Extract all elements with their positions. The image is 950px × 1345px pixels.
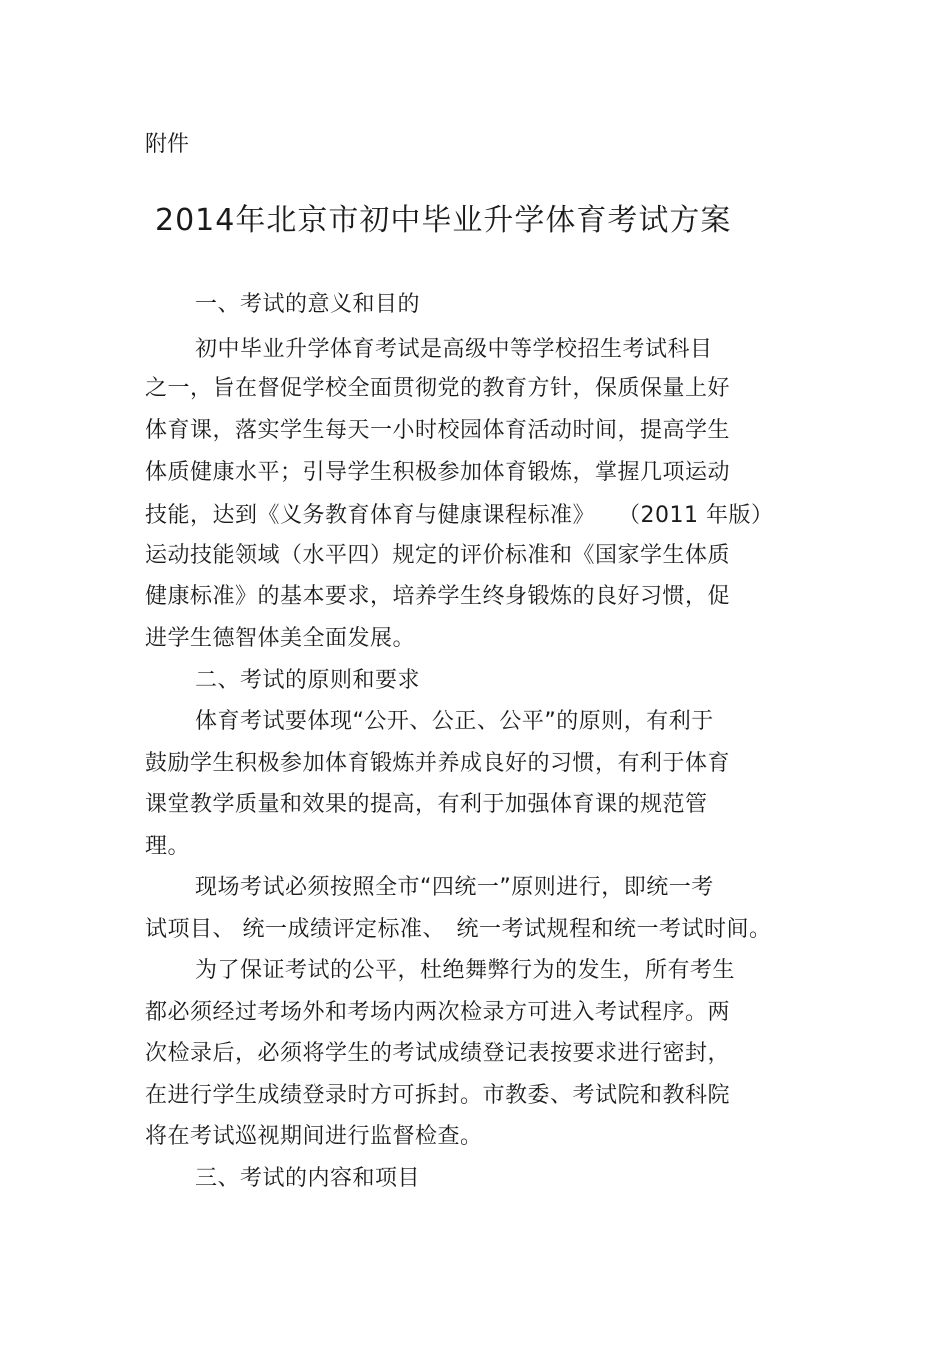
paragraph-line: 体育考试要体现“公开、公正、公平”的原则，有利于: [195, 709, 714, 734]
paragraph-line: 试项目、 统一成绩评定标准、 统一考试规程和统一考试时间。: [145, 917, 772, 942]
paragraph-line: 初中毕业升学体育考试是高级中等学校招生考试科目: [195, 337, 713, 362]
paragraph-line: 课堂教学质量和效果的提高，有利于加强体育课的规范管: [145, 792, 708, 817]
paragraph-line: 体育课，落实学生每天一小时校园体育活动时间，提高学生: [145, 418, 731, 443]
paragraph-line: 次检录后，必须将学生的考试成绩登记表按要求进行密封，: [145, 1041, 731, 1066]
paragraph-line: 都必须经过考场外和考场内两次检录方可进入考试程序。两: [145, 1000, 731, 1025]
paragraph-line: 现场考试必须按照全市“四统一”原则进行，即统一考: [195, 875, 714, 900]
paragraph-line: 理。: [145, 834, 191, 859]
paragraph-line: 进学生德智体美全面发展。: [145, 626, 416, 651]
paragraph-line: 运动技能领域（水平四）规定的评价标准和《国家学生体质: [145, 543, 731, 568]
document-title: 2014年北京市初中毕业升学体育考试方案: [155, 203, 732, 238]
paragraph-line: 为了保证考试的公平，杜绝舞弊行为的发生，所有考生: [195, 958, 736, 983]
paragraph-line: 在进行学生成绩登录时方可拆封。市教委、考试院和教科院: [145, 1083, 731, 1108]
paragraph-line: 鼓励学生积极参加体育锻炼并养成良好的习惯，有利于体育: [145, 751, 731, 776]
paragraph-line: 将在考试巡视期间进行监督检查。: [145, 1124, 483, 1149]
section-heading-3: 三、考试的内容和项目: [195, 1166, 421, 1191]
section-heading-2: 二、考试的原则和要求: [195, 668, 421, 693]
attachment-label: 附件: [145, 132, 190, 157]
paragraph-line: 技能，达到《义务教育体育与健康课程标准》 （2011 年版）: [145, 503, 774, 528]
paragraph-line: 健康标准》的基本要求，培养学生终身锻炼的良好习惯，促: [145, 584, 731, 609]
paragraph-line: 之一，旨在督促学校全面贯彻党的教育方针，保质保量上好: [145, 376, 731, 401]
paragraph-line: 体质健康水平；引导学生积极参加体育锻炼，掌握几项运动: [145, 460, 731, 485]
section-heading-1: 一、考试的意义和目的: [195, 292, 421, 317]
